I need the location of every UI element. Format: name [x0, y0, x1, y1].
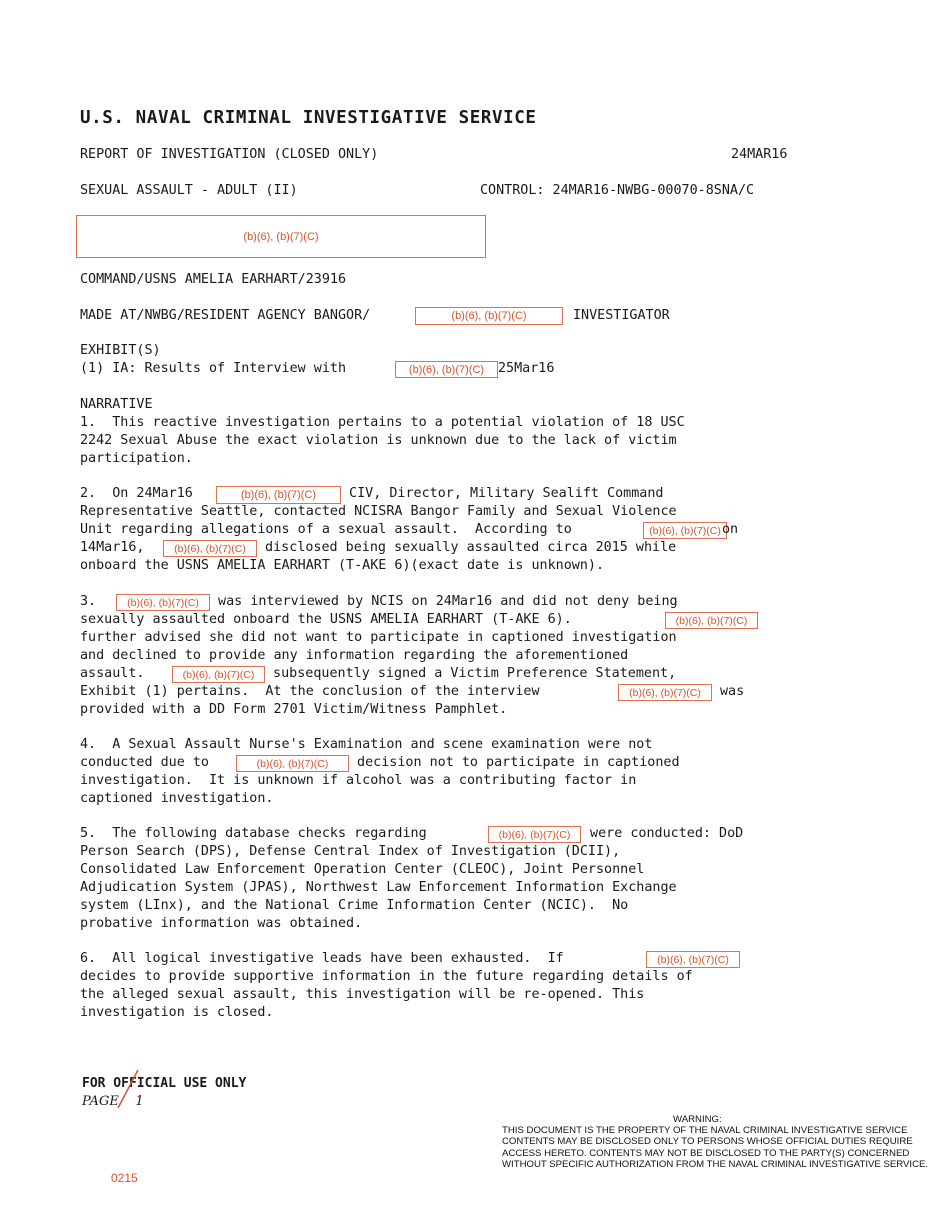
para5-line1a: 5. The following database checks regarding — [80, 826, 435, 841]
redaction-box: (b)(6), (b)(7)(C) — [236, 755, 349, 772]
para3-line7: provided with a DD Form 2701 Victim/Witness Pamphlet. — [80, 702, 508, 717]
para5-line5: system (LInx), and the National Crime Information Center (NCIC). No — [80, 898, 629, 913]
para5-line3: Consolidated Law Enforcement Operation Center (CLEOC), Joint Personnel — [80, 862, 645, 877]
para2-line2: Representative Seattle, contacted NCISRA Bangor Family and Sexual Violence — [80, 504, 677, 519]
para6-line1a: 6. All logical investigative leads have been exhausted. If — [80, 951, 572, 966]
warning-line: WITHOUT SPECIFIC AUTHORIZATION FROM THE NAVAL CRIMINAL INVESTIGATIVE SERVICE. — [502, 1158, 929, 1170]
para4-line2b: decision not to participate in captioned — [349, 755, 680, 770]
fouo-marking: FOR OFFICIAL USE ONLY — [82, 1076, 247, 1091]
exhibit-item-date: 25Mar16 — [498, 361, 555, 376]
para5-line1b: were conducted: DoD — [582, 826, 744, 841]
para3-line3: further advised she did not want to participate in captioned investigation — [80, 630, 677, 645]
para5-line6: probative information was obtained. — [80, 916, 363, 931]
para2-line1b: CIV, Director, Military Sealift Command — [341, 486, 664, 501]
warning-notice — [502, 1114, 942, 1170]
para4-line3: investigation. It is unknown if alcohol was a contributing factor in — [80, 773, 637, 788]
report-date: 24MAR16 — [731, 147, 788, 162]
para3-line1b: was interviewed by NCIS on 24Mar16 and did not deny being — [210, 594, 678, 609]
para2-line3b: on — [722, 522, 739, 537]
para4-line4: captioned investigation. — [80, 791, 274, 806]
redaction-box: (b)(6), (b)(7)(C) — [488, 826, 581, 843]
strike-mark-icon — [112, 1068, 142, 1110]
exhibit-item-prefix: (1) IA: Results of Interview with — [80, 361, 355, 376]
redaction-box: (b)(6), (b)(7)(C) — [163, 540, 257, 557]
para5-line4: Adjudication System (JPAS), Northwest Law Enforcement Information Exchange — [80, 880, 677, 895]
para2-line4b: disclosed being sexually assaulted circa 2015 while — [257, 540, 677, 555]
para6-line2: decides to provide supportive information in the future regarding details of — [80, 969, 693, 984]
exhibits-heading: EXHIBIT(S) — [80, 343, 161, 358]
para2-line1a: 2. On 24Mar16 — [80, 486, 201, 501]
para3-line5a: assault. — [80, 666, 161, 681]
para2-line5: onboard the USNS AMELIA EARHART (T-AKE 6)(exact date is unknown). — [80, 558, 605, 573]
para3-line5b: subsequently signed a Victim Preference Statement, — [265, 666, 677, 681]
para3-line6b: was — [720, 684, 745, 699]
agency-title: U.S. NAVAL CRIMINAL INVESTIGATIVE SERVICE — [80, 108, 537, 128]
warning-line: CONTENTS MAY BE DISCLOSED ONLY TO PERSONS WHOSE OFFICIAL DUTIES REQUIRE — [502, 1136, 913, 1148]
redaction-box: (b)(6), (b)(7)(C) — [646, 951, 740, 968]
page-number: PAGE 1 — [82, 1094, 144, 1109]
report-type: REPORT OF INVESTIGATION (CLOSED ONLY) — [80, 147, 379, 162]
para1-line2: 2242 Sexual Abuse the exact violation is unknown due to the lack of victim — [80, 433, 677, 448]
warning-line: ACCESS HERETO. CONTENTS MAY NOT BE DISCLOSED TO THE PARTY(S) CONCERNED — [502, 1147, 910, 1159]
para5-line2: Person Search (DPS), Defense Central Index of Investigation (DCII), — [80, 844, 621, 859]
para3-line1a: 3. — [80, 594, 113, 609]
redaction-box-investigator: (b)(6), (b)(7)(C) — [415, 307, 563, 325]
redaction-box: (b)(6), (b)(7)(C) — [216, 486, 341, 504]
warning-heading: WARNING: — [673, 1114, 722, 1125]
bates-number: 0215 — [111, 1171, 138, 1185]
para1-line3: participation. — [80, 451, 193, 466]
redaction-box-exhibit: (b)(6), (b)(7)(C) — [395, 361, 498, 378]
control-number: CONTROL: 24MAR16-NWBG-00070-8SNA/C — [480, 183, 755, 198]
para4-line1: 4. A Sexual Assault Nurse's Examination and scene examination were not — [80, 737, 653, 752]
command-line: COMMAND/USNS AMELIA EARHART/23916 — [80, 272, 347, 287]
redaction-box: (b)(6), (b)(7)(C) — [116, 594, 210, 611]
case-type: SEXUAL ASSAULT - ADULT (II) — [80, 183, 298, 198]
redaction-box-subject: (b)(6), (b)(7)(C) — [76, 215, 486, 258]
para2-line4a: 14Mar16, — [80, 540, 153, 555]
redaction-box: (b)(6), (b)(7)(C) — [643, 522, 727, 539]
made-at-suffix: INVESTIGATOR — [573, 308, 670, 323]
para2-line3a: Unit regarding allegations of a sexual assault. According to — [80, 522, 572, 537]
para6-line4: investigation is closed. — [80, 1005, 274, 1020]
para6-line3: the alleged sexual assault, this investigation will be re-opened. This — [80, 987, 645, 1002]
made-at-prefix: MADE AT/NWBG/RESIDENT AGENCY BANGOR/ — [80, 308, 371, 323]
para3-line6a: Exhibit (1) pertains. At the conclusion of the interview — [80, 684, 548, 699]
redaction-box: (b)(6), (b)(7)(C) — [665, 612, 758, 629]
para3-line2: sexually assaulted onboard the USNS AMELIA EARHART (T-AKE 6). — [80, 612, 572, 627]
warning-line: THIS DOCUMENT IS THE PROPERTY OF THE NAVAL CRIMINAL INVESTIGATIVE SERVICE — [502, 1125, 908, 1137]
para4-line2a: conducted due to — [80, 755, 218, 770]
redaction-box: (b)(6), (b)(7)(C) — [618, 684, 712, 701]
redaction-box: (b)(6), (b)(7)(C) — [172, 666, 265, 683]
narrative-heading: NARRATIVE — [80, 397, 153, 412]
para3-line4: and declined to provide any information regarding the aforementioned — [80, 648, 629, 663]
para1-line1: 1. This reactive investigation pertains to a potential violation of 18 USC — [80, 415, 685, 430]
